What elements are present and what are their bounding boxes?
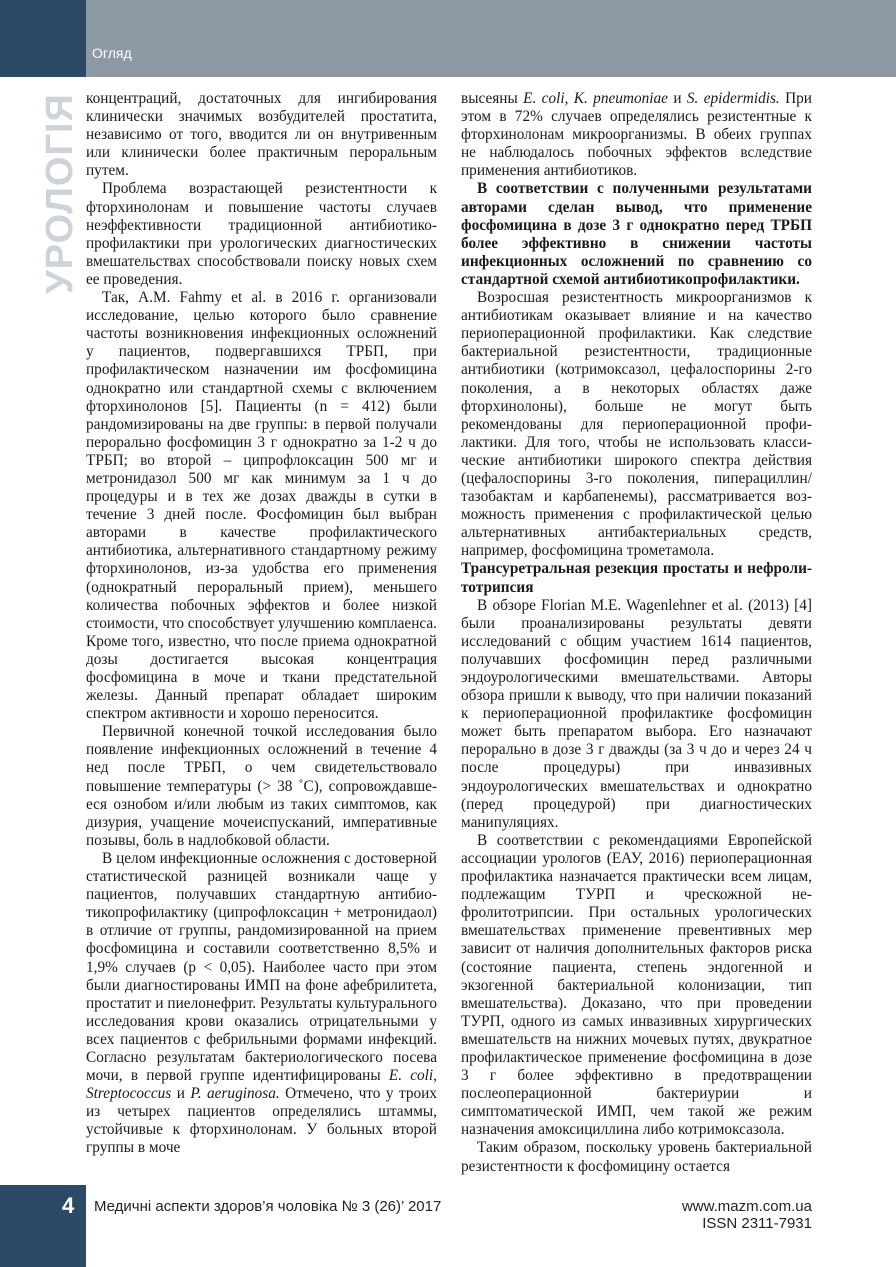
organism-name: S. epidermidis. bbox=[686, 90, 780, 107]
organism-names: E. coli, Streptococcus bbox=[86, 1067, 437, 1103]
left-column bbox=[86, 90, 437, 1158]
header-band bbox=[86, 0, 896, 77]
conclusion-paragraph: В соответствии с полученными результатами авторами сделан вывод, что применение фосфомицина в дозе 3 г однократно перед ТРБП более эффективно в снижении частоты инфекционных осложнений по сравнению со стандартной схемой антибиотикопрофилактики. bbox=[461, 180, 812, 288]
paragraph: концентраций, достаточных для ингибирования клинически значимых возбудителей простатита, независимо от того, вводится ли он внутривенным или клинически более практичным пероральным путем. bbox=[86, 90, 437, 180]
section-label: Огляд bbox=[92, 45, 132, 61]
paragraph: В обзоре Florian M.E. Wagenlehner et al. (2013) [4] были проанализированы результаты девяти исследований с общим участием 1614 пациентов, получавших фосфомицин перед различными эндоурологическими вмешательствами. Авторы обзора пришли к выводу, что при наличии показаний к периоперационной профилактике фосфомицин может быть препаратом выбора. Его назначают перорально в дозе 3 г дважды (за 3 ч до и через 24 ч после процедуры) при инвазивных эндоурологических вмешательствах и однократно (перед процедурой) при диагностических манипуляциях. bbox=[461, 596, 812, 831]
paragraph: Возросшая резистентность микроорганизмов к антибиотикам оказывает влияние и на качество периоперационной профилактики. Как следствие бактериальной резистентности, традиционные антибиотики (котримоксазол, цефалоспорины 2-го поколения, а в некоторых областях даже фторхинолоны), больше не могут быть рекомендованы для периоперационной профилактики. Для того, чтобы не использовать классические антибиотики широкого спектра действия (цефалоспорины 3-го поколения, пиперациллин/ тазобактам и карбапенемы), рассматривается возможность применения с профилактической целью альтернативных антибактериальных средств, например, фосфомицина трометамола. bbox=[461, 289, 812, 560]
website-link[interactable]: www.mazm.com.ua bbox=[681, 1198, 812, 1215]
paragraph: Проблема возрастающей резистентности к фторхинолонам и повышение частоты случаев неэффективности традиционной антибиотикопрофилактики при урологических диагностических вмешательствах способствовали поиску новых схем ее проведения. bbox=[86, 180, 437, 288]
page-number: 4 bbox=[62, 1193, 75, 1218]
paragraph: высеяны E. coli, K. pneumoniae и S. epidermidis. При этом в 72% случаев определялись резистентные к фторхинолонам микроорганизмы. В обеих группах не наблюдалось побочных эффектов вследствие применения антибиотиков. bbox=[461, 90, 812, 180]
side-tab-label: УРОЛОГІЯ bbox=[38, 92, 81, 294]
section-heading: Трансуретральная резекция простаты и нефролитотрипсия bbox=[461, 560, 812, 596]
paragraph: В целом инфекционные осложнения с достоверной статистической разницей возникали чаще у пациентов, получавших стандартную антибиотикопрофилактику (ципрофлоксацин + метронидаол) в отличие от группы, рандомизированной на прием фосфомицина и составили соответственно 8,5% и 1,9% случаев (р < 0,05). Наиболее часто при этом были диагностированы ИМП на фоне афебрилитета, простатит и пиелонефрит. Результаты культурального исследования крови оказались отрицательными у всех пациентов с фебрильными формами инфекций. Согласно результатам бактериологического посева мочи, в первой группе идентифицированы E. coli, Streptococcus и P. aeruginosa. Отмечено, что у троих из четырех пациентов определялись штаммы, устойчивые к фторхинолонам. У больных второй группы в моче bbox=[86, 849, 437, 1157]
journal-title: Медичні аспекти здоров’я чоловіка № 3 (26)’ 2017 bbox=[94, 1198, 442, 1215]
paragraph: В соответствии с рекомендациями Европейской ассоциации урологов (ЕАУ, 2016) периоперационная профилактика назначается практически всем лицам, подлежащим ТУРП и чрескожной нефролитотрипсии. При остальных урологических вмешательствах применение превентивных мер зависит от наличия дополнительных факторов риска (состояние пациента, степень эндогенной и экзогенной бактериальной колонизации, тип вмешательства). Доказано, что при проведении ТУРП, одного из самых инвазивных хирургических вмешательств на нижних мочевых путях, двукратное профилактическое применение фосфомицина в дозе 3 г более эффективно в предотвращении послеоперационной бактериурии и симптоматической ИМП, чем такой же режим назначения амоксициллина либо котримоксазола. bbox=[461, 831, 812, 1139]
paragraph: Таким образом, поскольку уровень бактериальной резистентности к фосфомицину остается bbox=[461, 1139, 812, 1175]
side-section-tab bbox=[40, 88, 80, 298]
paragraph: Первичной конечной точкой исследования было появление инфекционных осложнений в течение 4 нед после ТРБП, о чем свидетельствовало повышение температуры (> 38 ˚С), сопровождавшееся ознобом и/или любым из таких симптомов, как дизурия, учащение мочеиспусканий, императивные позывы, боль в надлобковой области. bbox=[86, 723, 437, 849]
organism-name: P. aeruginosa. bbox=[190, 1085, 280, 1103]
issn: ISSN 2311-7931 bbox=[702, 1215, 812, 1232]
header-corner-block bbox=[0, 0, 86, 77]
footer-site-info bbox=[682, 1198, 812, 1232]
paragraph: Так, A.M. Fahmy et al. в 2016 г. организовали исследование, целью которого было сравнение частоты возникновения инфекционных осложнений у пациентов, подвергавшихся ТРБП, при профилактическом назначении им фосфомицина однократно или стандартной схемы с включением фторхинолонов [5]. Пациенты (n = 412) были рандомизированы на две группы: в первой получали перорально фосфомицин 3 г однократно за 1-2 ч до ТРБП; во второй – ципрофлоксацин 500 мг и метронидазол 500 мг как минимум за 1 ч до процедуры и в тех же дозах дважды в сутки в течение 3 дней после. Фосфомицин был выбран авторами в качестве профилактического антибиотика, альтернативного стандартному режиму фторхинолонов, из-за удобства его применения (однократный пероральный прием), меньшего количества побочных эффектов и более низкой стоимости, что способствует улучшению комплаенса. Кроме того, известно, что после приема однократной дозы достигается высокая концентрация фосфомицина в моче и ткани предстательной железы. Данный препарат обладает широким спектром активности и хорошо переносится. bbox=[86, 289, 437, 723]
right-column bbox=[461, 90, 812, 1176]
organism-names: E. coli, K. pneumoniae bbox=[523, 90, 668, 107]
